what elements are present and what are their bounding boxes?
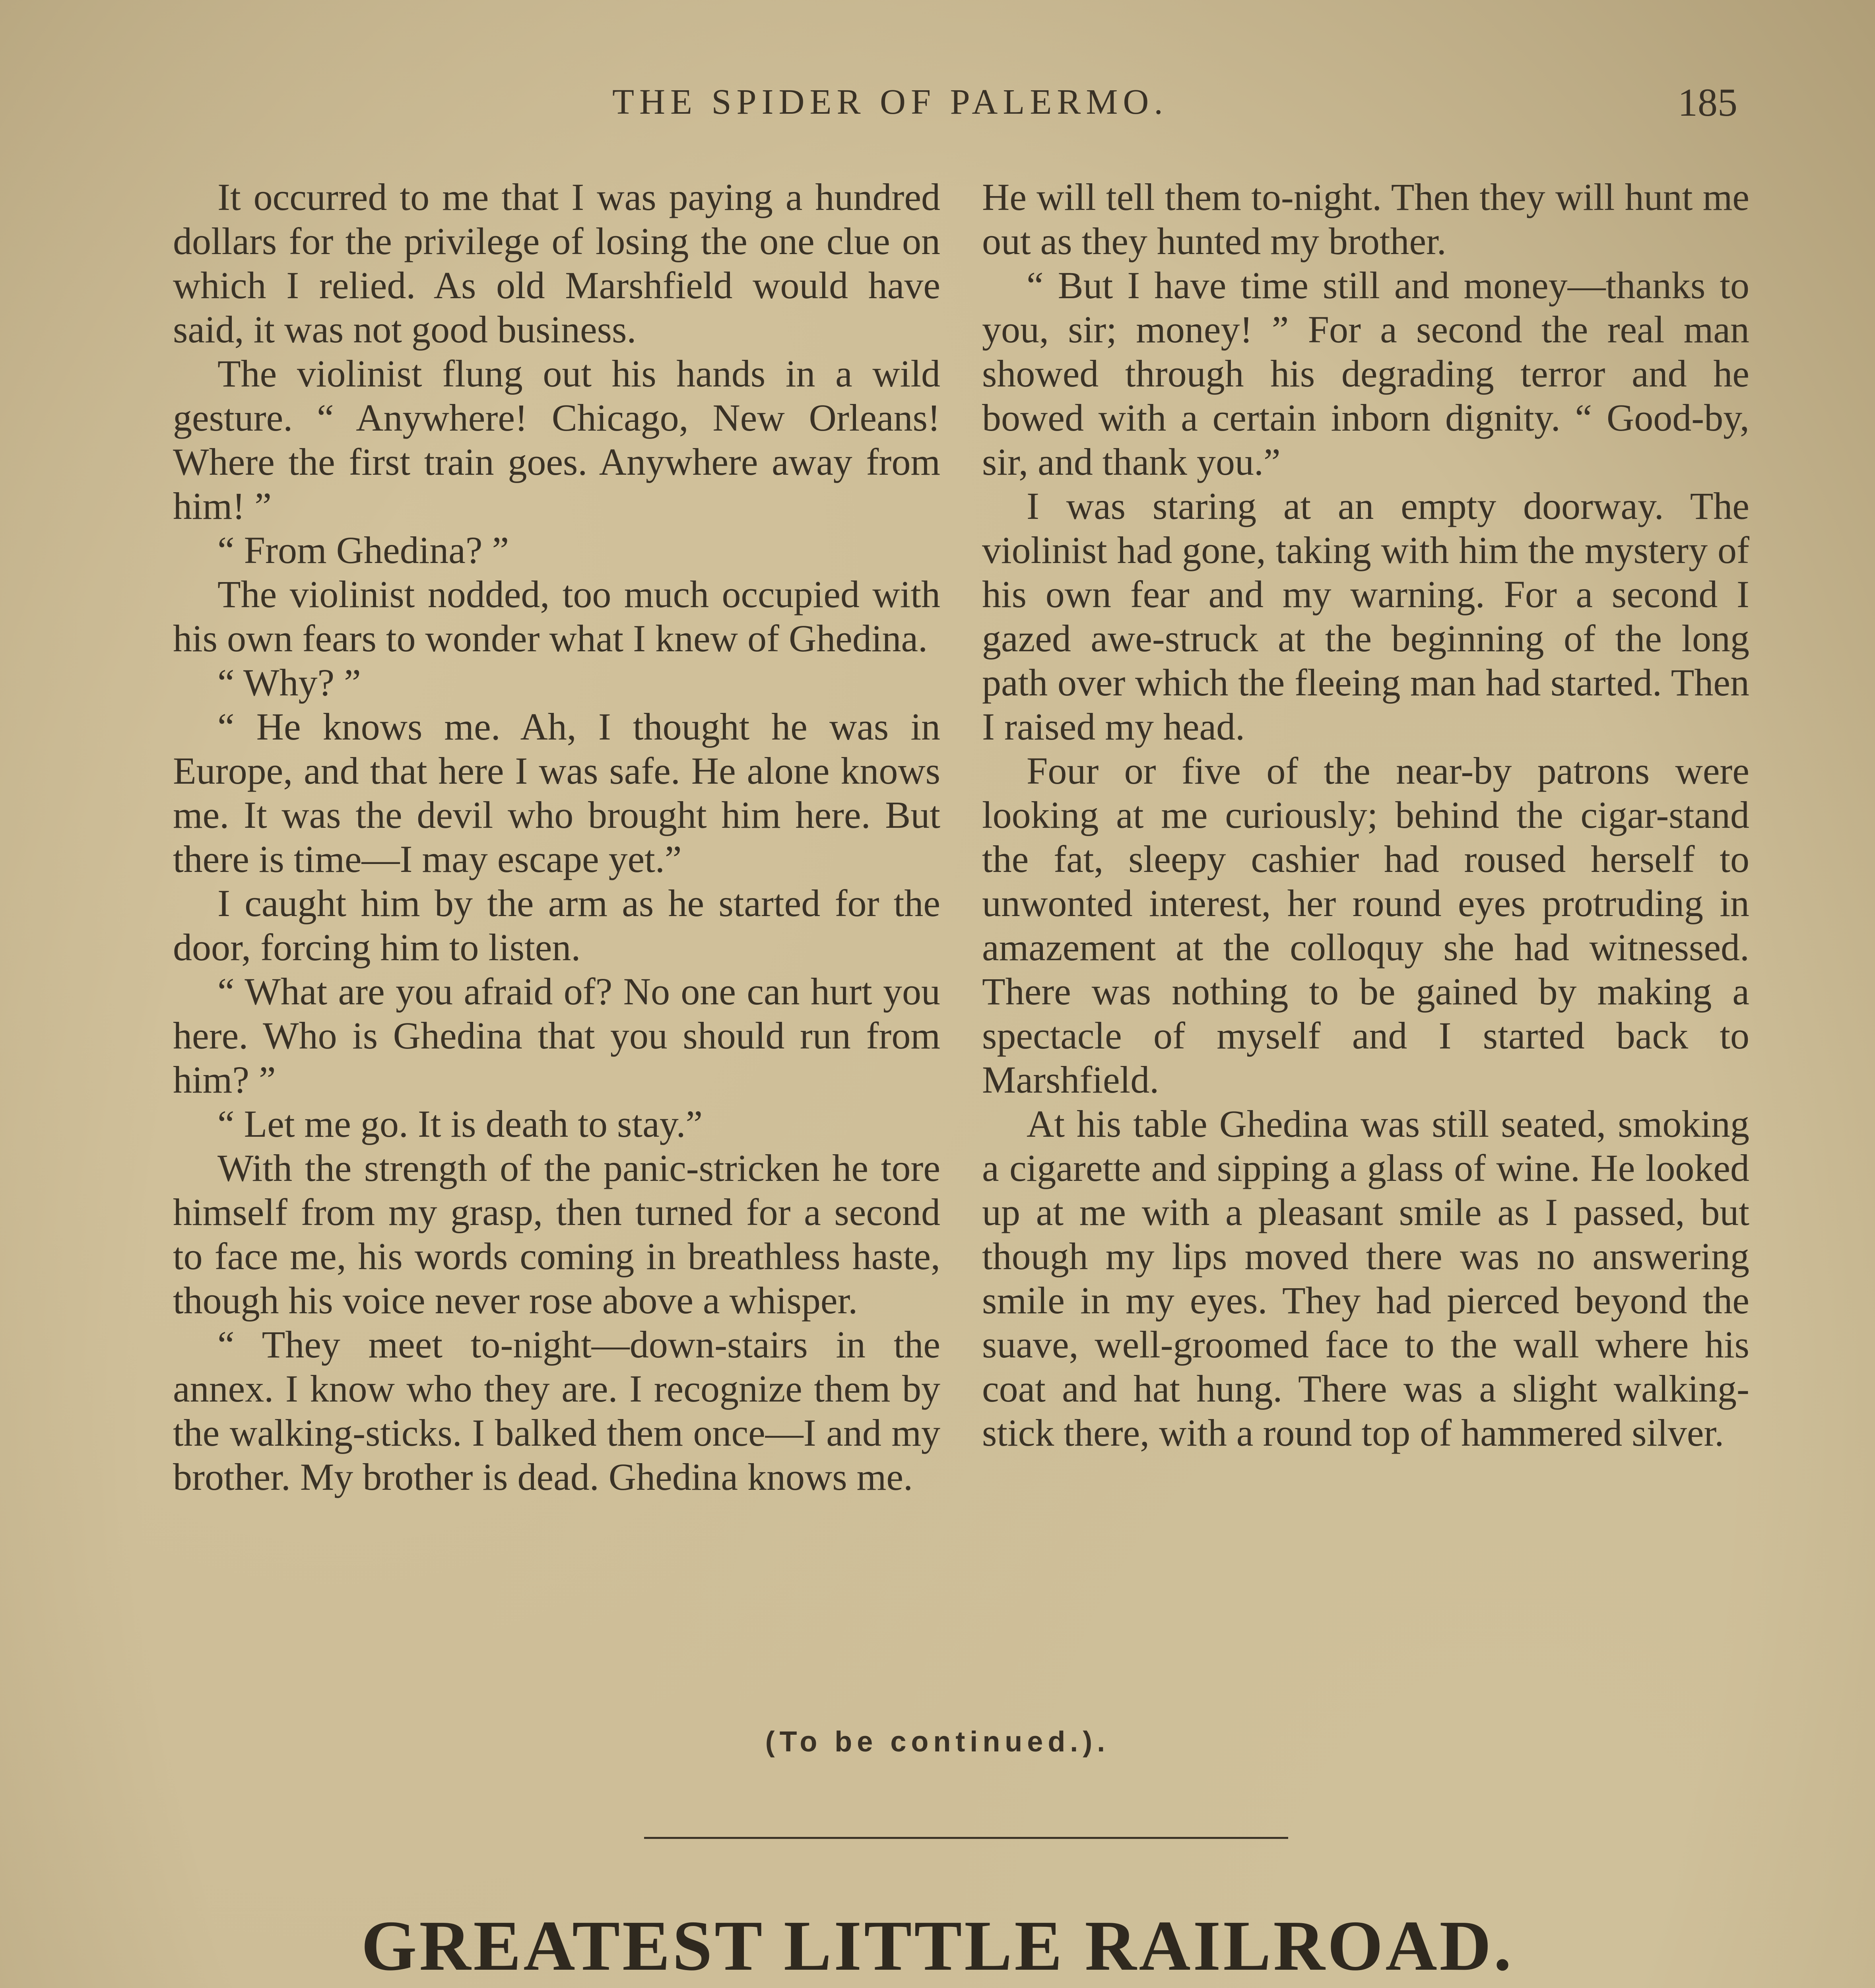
story-paragraph: The violinist nodded, too much occupied with his own fears to wonder what I knew of Ghedina. bbox=[173, 573, 940, 660]
to-be-continued-note: (To be continued.). bbox=[765, 1726, 1110, 1758]
story-paragraph: “ Why? ” bbox=[217, 661, 361, 704]
story-paragraph: He will tell them to-night. Then they will hunt me out as they hunted my brother. bbox=[982, 176, 1749, 262]
story-paragraph: “ From Ghedina? ” bbox=[217, 529, 509, 571]
story-paragraph: “ But I have time still and money—thanks to you, sir; money! ” For a second the real man showed through his degrading terror and he bowed with a certain inborn dignity. “ Good-by, sir, and thank you.” bbox=[982, 264, 1749, 483]
section-divider bbox=[644, 1837, 1288, 1839]
story-paragraph: “ Let me go. It is death to stay.” bbox=[217, 1103, 703, 1145]
story-paragraph: The violinist flung out his hands in a wild gesture. “ Anywhere! Chicago, New Orleans! Where the first train goes. Anywhere away from him! ” bbox=[173, 352, 940, 527]
story-paragraph: I caught him by the arm as he started for the door, forcing him to listen. bbox=[173, 882, 940, 969]
running-header-title: THE SPIDER OF PALERMO. bbox=[612, 82, 1168, 122]
page-number: 185 bbox=[1678, 80, 1737, 124]
story-paragraph: I was staring at an empty doorway. The violinist had gone, taking with him the mystery of his own fear and my warning. For a second I gazed awe-struck at the beginning of the long path over which the fleeing man had started. Then I raised my head. bbox=[982, 485, 1749, 748]
article-title: GREATEST LITTLE RAILROAD. bbox=[361, 1906, 1514, 1985]
story-paragraph: At his table Ghedina was still seated, smoking a cigarette and sipping a glass of wine. He looked up at me with a pleasant smile as I passed, but though my lips moved there was no answering smile in my eyes. They had pierced beyond the suave, well-groomed face to the wall where his coat and hat hung. There was a slight walking-stick there, with a round top of hammered silver. bbox=[982, 1103, 1749, 1454]
story-paragraph: “ What are you afraid of? No one can hurt you here. Who is Ghedina that you should run from him? ” bbox=[173, 970, 940, 1101]
story-paragraph: It occurred to me that I was paying a hundred dollars for the privilege of losing the one clue on which I relied. As old Marshfield would have said, it was not good business. bbox=[173, 176, 940, 351]
story-right-column bbox=[982, 175, 1749, 1455]
story-paragraph: With the strength of the panic-stricken he tore himself from my grasp, then turned for a second to face me, his words coming in breathless haste, though his voice never rose above a whisper. bbox=[173, 1147, 940, 1322]
story-paragraph: “ They meet to-night—down-stairs in the annex. I know who they are. I recognize them by the walking-sticks. I balked them once—I and my brother. My brother is dead. Ghedina knows me. bbox=[173, 1323, 940, 1498]
story-paragraph: Four or five of the near-by patrons were looking at me curiously; behind the cigar-stand the fat, sleepy cashier had roused herself to unwonted interest, her round eyes protruding in amazement at the colloquy she had witnessed. There was nothing to be gained by making a spectacle of myself and I started back to Marshfield. bbox=[982, 749, 1749, 1101]
story-paragraph: “ He knows me. Ah, I thought he was in Europe, and that here I was safe. He alone knows me. It was the devil who brought him here. But there is time—I may escape yet.” bbox=[173, 705, 940, 880]
story-left-column bbox=[173, 175, 940, 1499]
